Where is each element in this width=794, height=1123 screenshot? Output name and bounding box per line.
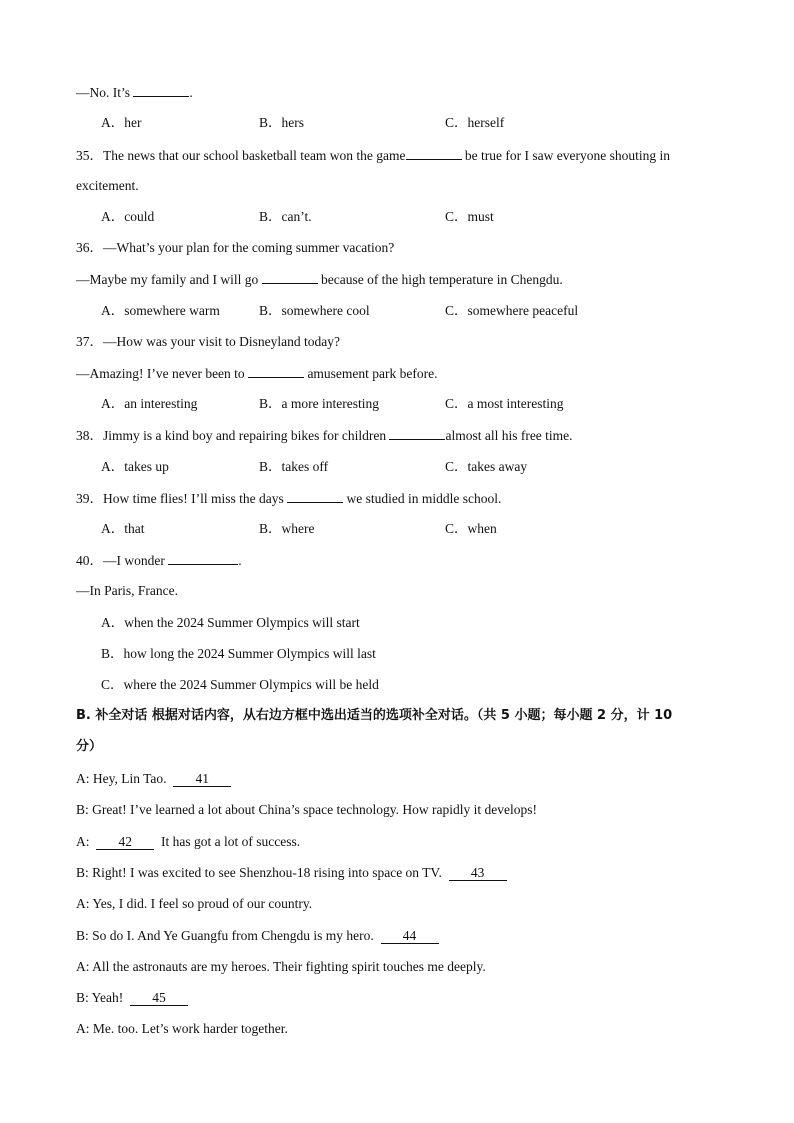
dialogue-text-after: It has got a lot of success. bbox=[161, 834, 301, 849]
q34-option-a[interactable]: A．her bbox=[101, 115, 142, 130]
q34-blank[interactable] bbox=[133, 83, 189, 97]
dialogue-text: A: Yes, I did. I feel so proud of our country. bbox=[76, 896, 313, 911]
q40-option-c[interactable]: C．where the 2024 Summer Olympics will be held bbox=[101, 677, 379, 692]
dialogue-text: A: bbox=[76, 834, 90, 849]
q37-stem: 37．—How was your visit to Disneyland today? bbox=[76, 334, 340, 349]
q40-blank[interactable] bbox=[168, 551, 238, 565]
dialogue-text: B: So do I. And Ye Guangfu from Chengdu is my hero. bbox=[76, 928, 374, 943]
dialogue-blank-41[interactable]: 41 bbox=[173, 772, 231, 787]
dialogue-line bbox=[76, 989, 188, 1007]
dialogue-line bbox=[76, 1020, 288, 1038]
dialogue-line bbox=[76, 958, 486, 976]
q36-option-b[interactable]: B．somewhere cool bbox=[259, 303, 370, 318]
dialogue-text: B: Great! I’ve learned a lot about China’s space technology. How rapidly it develops! bbox=[76, 802, 537, 817]
q39-option-c[interactable]: C．when bbox=[445, 521, 497, 536]
dialogue-blank-43[interactable]: 43 bbox=[449, 866, 507, 881]
dialogue-line bbox=[76, 801, 537, 819]
q36-blank[interactable] bbox=[262, 270, 318, 284]
q40-stem: 40．—I wonder . bbox=[76, 553, 242, 568]
q38-option-c[interactable]: C．takes away bbox=[445, 459, 528, 474]
dialogue-line bbox=[76, 770, 231, 788]
q35-option-a[interactable]: A．could bbox=[101, 209, 155, 224]
q35-stem-line2: excitement. bbox=[76, 178, 139, 193]
q34-option-c[interactable]: C．herself bbox=[445, 115, 505, 130]
dialogue-line bbox=[76, 895, 312, 913]
dialogue-blank-44[interactable]: 44 bbox=[381, 929, 439, 944]
dialogue-text: A: Me. too. Let’s work harder together. bbox=[76, 1021, 288, 1036]
q36-option-c[interactable]: C．somewhere peaceful bbox=[445, 303, 579, 318]
dialogue-blank-42[interactable]: 42 bbox=[96, 835, 154, 850]
dialogue-text: A: All the astronauts are my heroes. Their fighting spirit touches me deeply. bbox=[76, 959, 486, 974]
q38-stem: 38．Jimmy is a kind boy and repairing bikes for children almost all his free time. bbox=[76, 428, 573, 443]
q37-blank[interactable] bbox=[248, 364, 304, 378]
q37-option-a[interactable]: A．an interesting bbox=[101, 396, 198, 411]
q34-stem: —No. It’s . bbox=[76, 85, 193, 100]
q35-option-b[interactable]: B．can’t. bbox=[259, 209, 312, 224]
q38-option-a[interactable]: A．takes up bbox=[101, 459, 169, 474]
section-b-title-line2: 分） bbox=[76, 739, 103, 754]
q38-option-b[interactable]: B．takes off bbox=[259, 459, 329, 474]
q35-blank[interactable] bbox=[406, 146, 462, 160]
dialogue-line bbox=[76, 833, 300, 851]
dialogue-blank-45[interactable]: 45 bbox=[130, 991, 188, 1006]
q35-stem: 35．The news that our school basketball team won the game be true for I saw everyone shouting in bbox=[76, 148, 670, 163]
q37-option-b[interactable]: B．a more interesting bbox=[259, 396, 379, 411]
q39-blank[interactable] bbox=[287, 489, 343, 503]
q39-option-b[interactable]: B．where bbox=[259, 521, 315, 536]
q40-stem-line2: —In Paris, France. bbox=[76, 583, 178, 598]
q40-option-b[interactable]: B．how long the 2024 Summer Olympics will last bbox=[101, 646, 376, 661]
q37-option-c[interactable]: C．a most interesting bbox=[445, 396, 564, 411]
q36-stem-line2: —Maybe my family and I will go because of the high temperature in Chengdu. bbox=[76, 272, 563, 287]
q39-option-a[interactable]: A．that bbox=[101, 521, 145, 536]
q35-option-c[interactable]: C．must bbox=[445, 209, 494, 224]
dialogue-line bbox=[76, 927, 439, 945]
q36-stem: 36．—What’s your plan for the coming summer vacation? bbox=[76, 240, 395, 255]
q36-option-a[interactable]: A．somewhere warm bbox=[101, 303, 220, 318]
q37-stem-line2: —Amazing! I’ve never been to amusement park before. bbox=[76, 366, 438, 381]
dialogue-text: B: Right! I was excited to see Shenzhou-18 rising into space on TV. bbox=[76, 865, 442, 880]
q38-blank[interactable] bbox=[389, 426, 445, 440]
section-b-title: B. 补全对话 根据对话内容，从右边方框中选出适当的选项补全对话。（共 5 小题；每小题 2 分，计 10 bbox=[76, 708, 673, 723]
dialogue-line bbox=[76, 864, 507, 882]
q39-stem: 39．How time flies! I’ll miss the days we studied in middle school. bbox=[76, 491, 502, 506]
q34-option-b[interactable]: B．hers bbox=[259, 115, 304, 130]
dialogue-text: B: Yeah! bbox=[76, 990, 124, 1005]
dialogue-text: A: Hey, Lin Tao. bbox=[76, 771, 167, 786]
q40-option-a[interactable]: A．when the 2024 Summer Olympics will start bbox=[101, 615, 360, 630]
